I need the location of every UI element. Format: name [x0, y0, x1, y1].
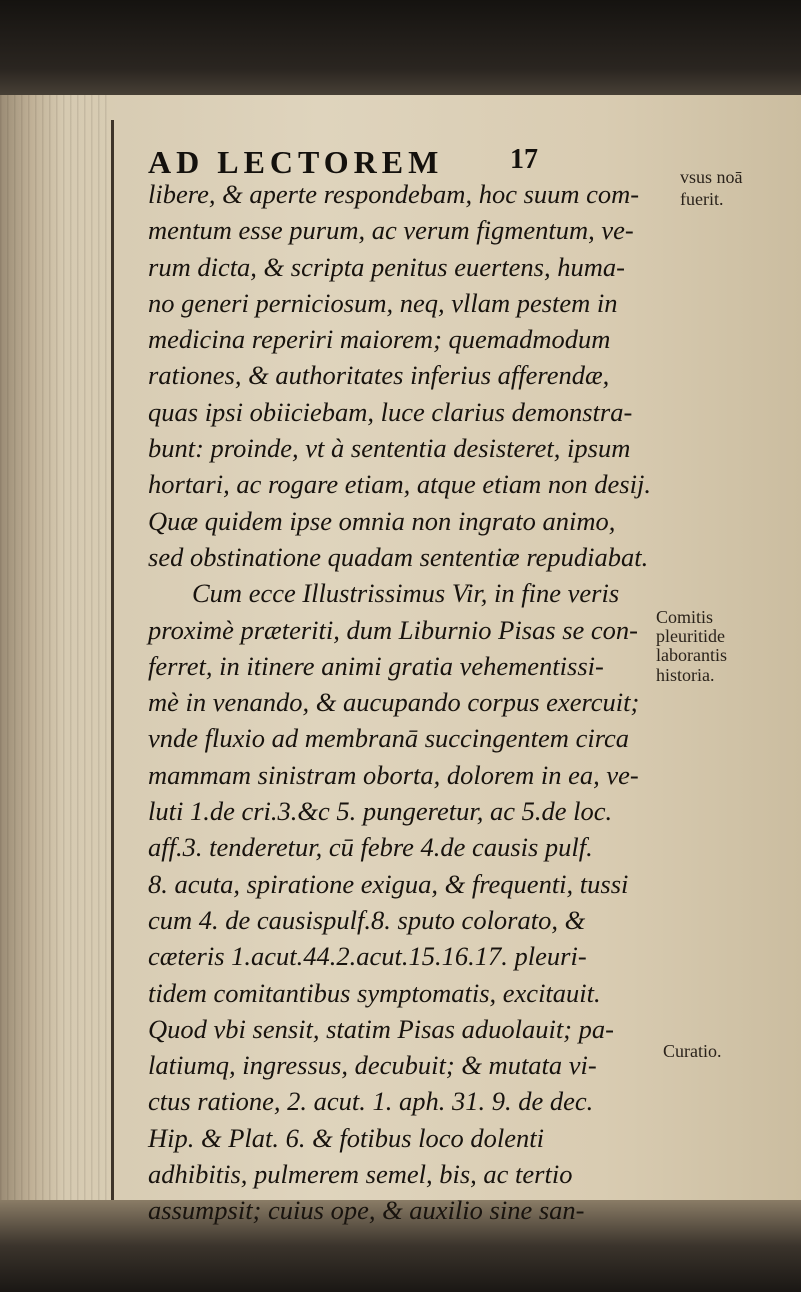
page-gutter [0, 95, 112, 1205]
margin-note: laborantis [656, 645, 727, 665]
margin-note: vsus noā [680, 167, 743, 187]
text-line: adhibitis, pulmerem semel, bis, ac tertio [148, 1159, 573, 1190]
text-line: cæteris 1.acut.44.2.acut.15.16.17. pleuri- [148, 941, 587, 972]
page-number: 17 [510, 144, 538, 175]
text-line: quas ipsi obiiciebam, luce clarius demonstra- [148, 396, 633, 427]
text-line: ctus ratione, 2. acut. 1. aph. 31. 9. de dec. [148, 1086, 594, 1117]
running-head: AD LECTOREM [148, 144, 444, 180]
margin-note: historia. [656, 665, 715, 685]
text-line: 8. acuta, spiratione exigua, & frequenti, tussi [148, 868, 629, 899]
text-line: Quæ quidem ipse omnia non ingrato animo, [148, 505, 616, 536]
text-line: luti 1.de cri.3.&c 5. pungeretur, ac 5.de loc. [148, 796, 613, 827]
text-line: bunt: proinde, vt à sententia desisteret, ipsum [148, 433, 631, 464]
margin-note: Comitis [656, 607, 714, 627]
margin-note: pleuritide [656, 626, 725, 646]
text-line: rationes, & authoritates inferius afferendæ, [148, 360, 610, 391]
page-header [148, 144, 628, 180]
text-line: aff.3. tenderetur, cū febre 4.de causis pulf. [148, 832, 593, 863]
text-line: sed obstinatione quadam sententiæ repudiabat. [148, 541, 649, 572]
body-text [148, 176, 651, 1229]
text-line: mammam sinistram oborta, dolorem in ea, ve- [148, 759, 639, 790]
text-line: latiumq, ingressus, decubuit; & mutata vi- [148, 1050, 597, 1081]
text-line: Quod vbi sensit, statim Pisas aduolauit; pa- [148, 1013, 614, 1044]
text-line: medicina reperiri maiorem; quemadmodum [148, 324, 611, 355]
spine-line [111, 120, 114, 1210]
scan-dark-border-top [0, 0, 801, 98]
text-line: tidem comitantibus symptomatis, excitauit. [148, 977, 601, 1008]
margin-note: Curatio. [663, 1041, 722, 1061]
text-line: Cum ecce Illustrissimus Vir, in fine veris [192, 578, 620, 609]
text-line: assumpsit; cuius ope, & auxilio sine san- [148, 1195, 585, 1226]
text-line: ferret, in itinere animi gratia vehementissi- [148, 650, 604, 681]
text-line: hortari, ac rogare etiam, atque etiam non desij. [148, 469, 651, 500]
text-line: mentum esse purum, ac verum figmentum, ve- [148, 215, 634, 246]
text-line: mè in venando, & aucupando corpus exercuit; [148, 687, 640, 718]
text-line: vnde fluxio ad membranā succingentem circa [148, 723, 630, 754]
text-line: proximè præteriti, dum Liburnio Pisas se con- [148, 614, 638, 645]
text-line: Hip. & Plat. 6. & fotibus loco dolenti [148, 1122, 545, 1153]
text-line: rum dicta, & scripta penitus euertens, huma- [148, 251, 625, 282]
margin-note: fuerit. [680, 189, 724, 209]
text-line: cum 4. de causispulf.8. sputo colorato, & [148, 904, 586, 935]
text-line: libere, & aperte respondebam, hoc suum com- [148, 179, 640, 209]
text-line: no generi perniciosum, neq, vllam pestem in [148, 287, 618, 318]
